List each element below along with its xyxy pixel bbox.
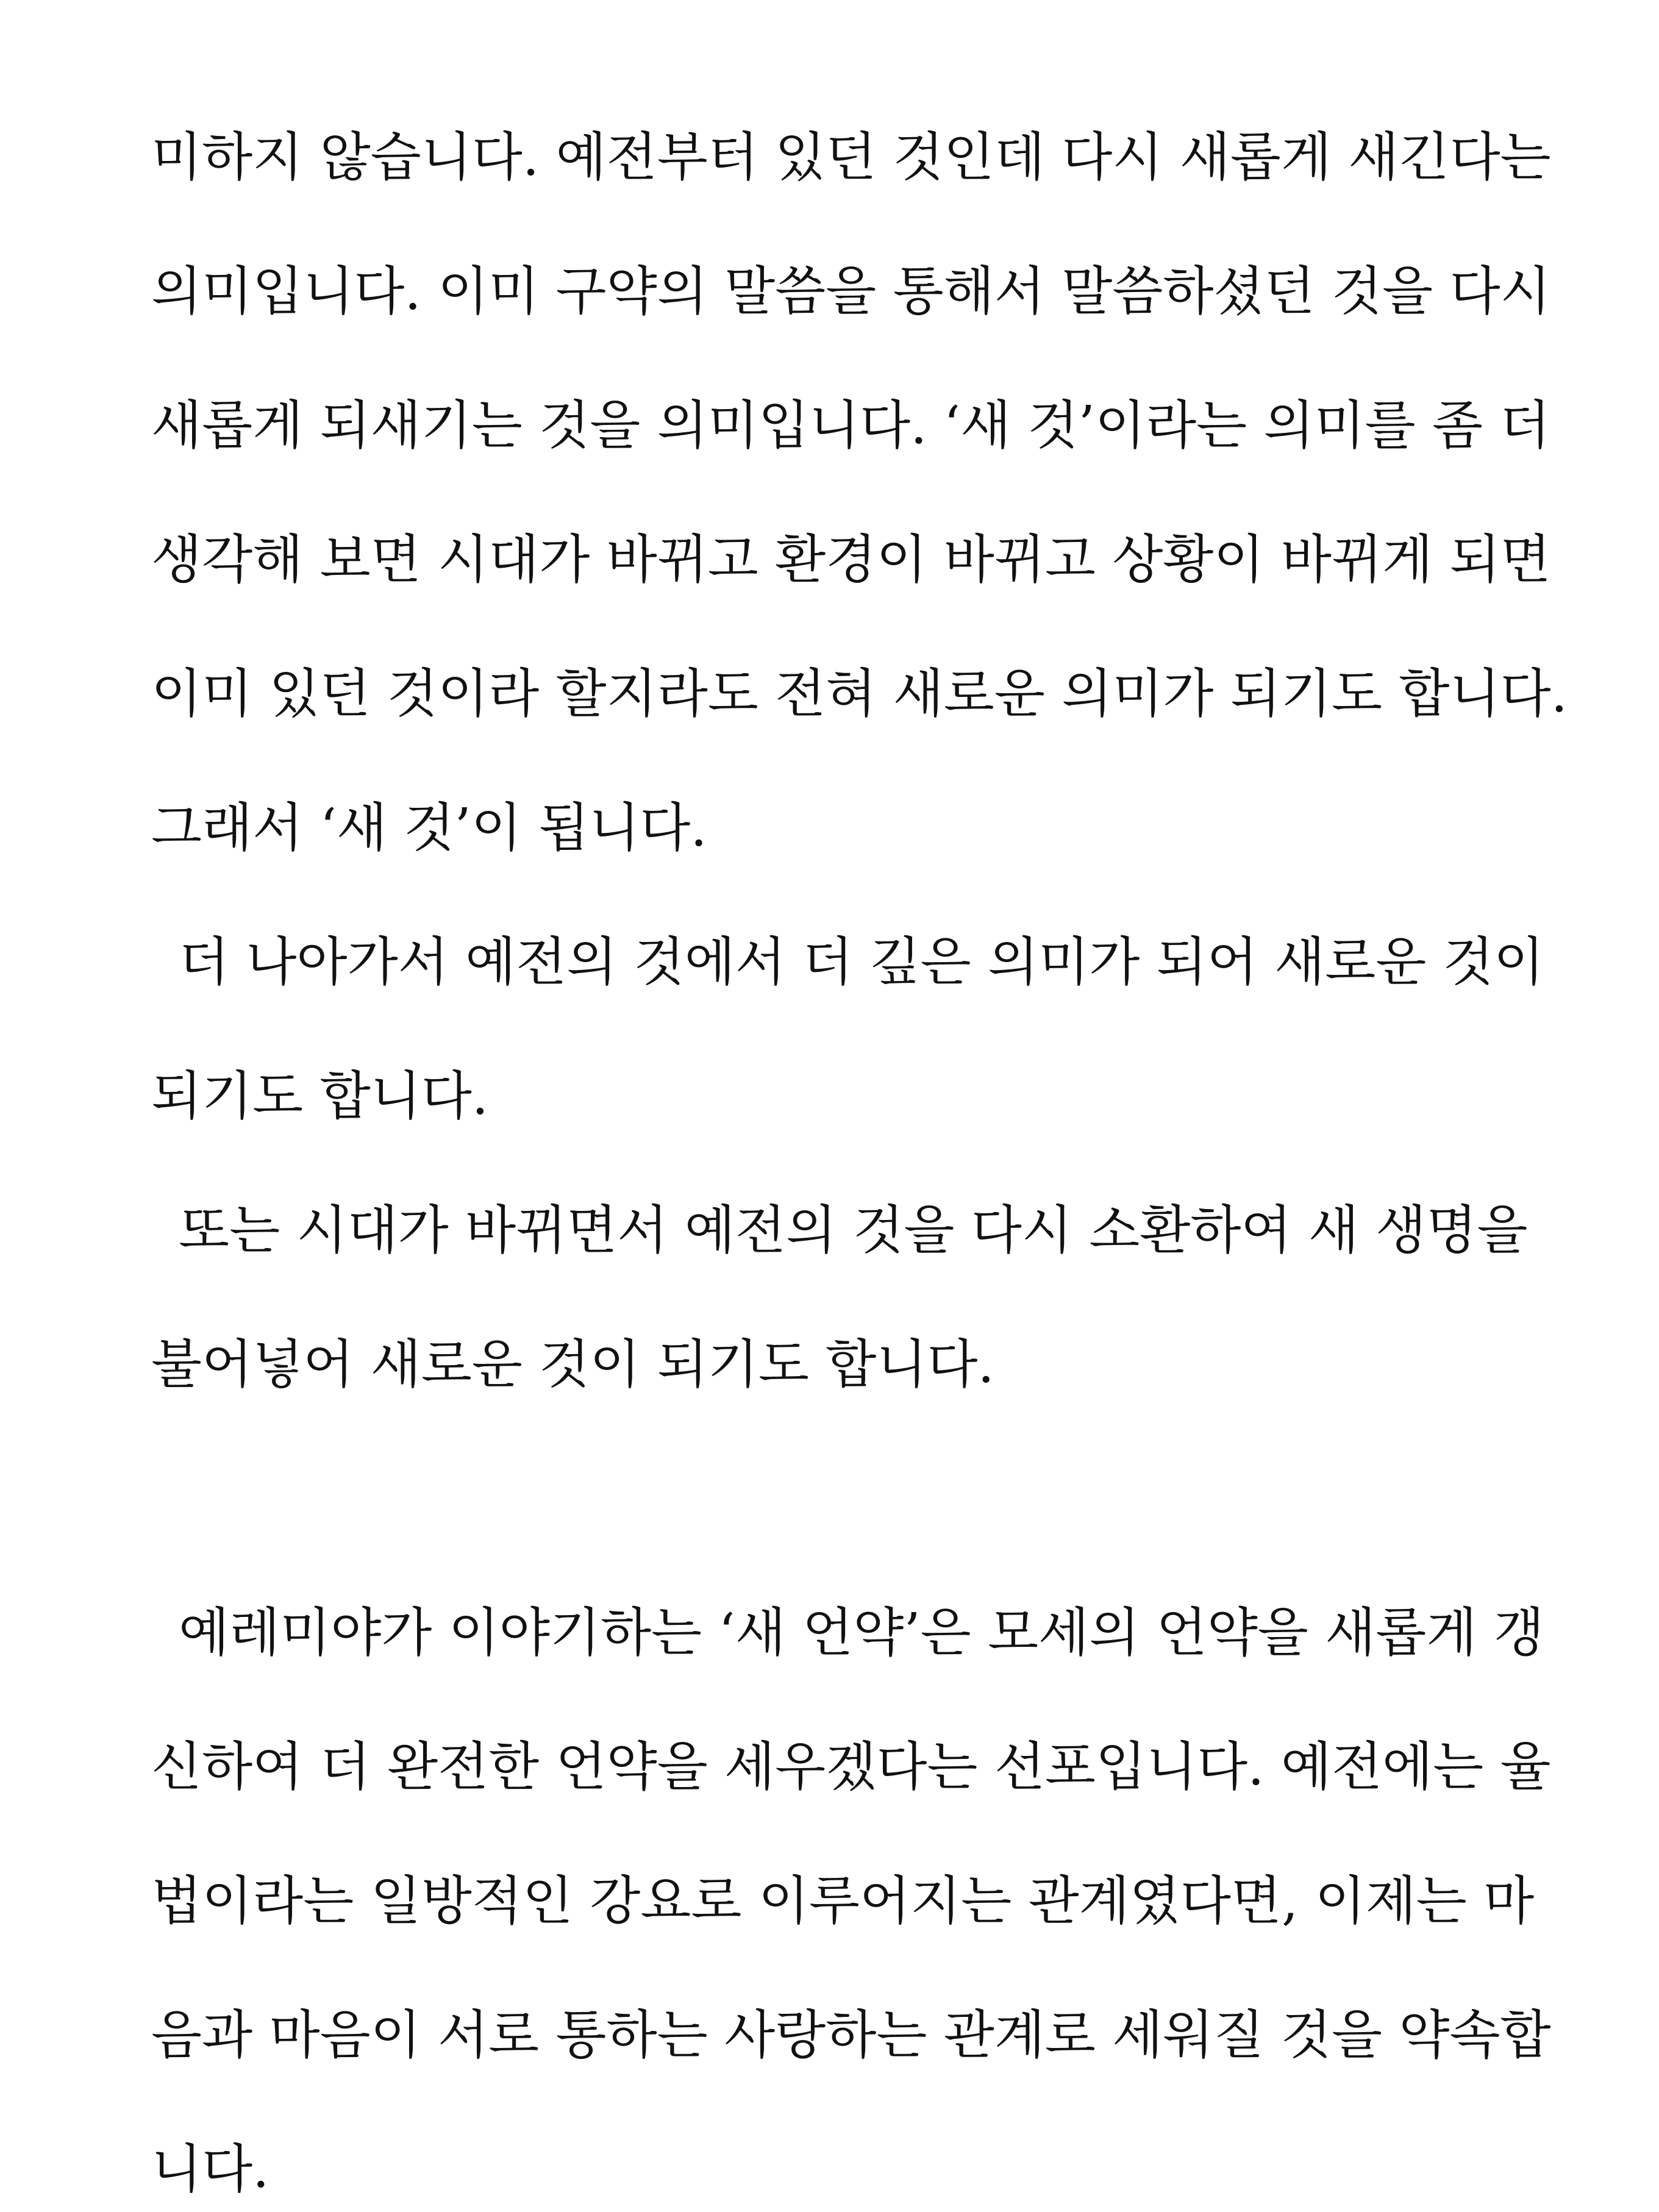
text-line: 또는 시대가 바뀌면서 예전의 것을 다시 소환하여 새 생명을 (179, 1200, 1528, 1261)
text-line: 신하여 더 완전한 언약을 세우겠다는 선포입니다. 예전에는 율 (151, 1736, 1551, 1797)
text-line: 미하지 않습니다. 예전부터 있던 것인데 다시 새롭게 새긴다는 (151, 127, 1551, 188)
text-line: 생각해 보면 시대가 바뀌고 환경이 바뀌고 상황이 바뀌게 되면 (151, 529, 1551, 590)
text-line: 예레미야가 이야기하는 ‘새 언약’은 모세의 언약을 새롭게 갱 (179, 1602, 1544, 1663)
text-line: 의미입니다. 이미 구약의 말씀을 통해서 말씀하셨던 것을 다시 (151, 261, 1551, 322)
text-line: 음과 마음이 서로 통하는 사랑하는 관계로 세워질 것을 약속합 (151, 2005, 1551, 2066)
text-line: 불어넣어 새로운 것이 되기도 합니다. (151, 1334, 994, 1395)
text-line: 그래서 ‘새 것’이 됩니다. (151, 797, 707, 858)
text-line: 법이라는 일방적인 강요로 이루어지는 관계였다면, 이제는 마 (151, 1871, 1535, 1932)
text-line: 이미 있던 것이라 할지라도 전혀 새로운 의미가 되기도 합니다. (151, 663, 1568, 724)
text-line: 니다. (151, 2139, 269, 2200)
text-line: 더 나아가서 예전의 것에서 더 깊은 의미가 되어 새로운 것이 (179, 932, 1544, 993)
text-line: 되기도 합니다. (151, 1066, 489, 1127)
text-line: 새롭게 되새기는 것을 의미입니다. ‘새 것’이라는 의미를 좀 더 (151, 395, 1550, 456)
